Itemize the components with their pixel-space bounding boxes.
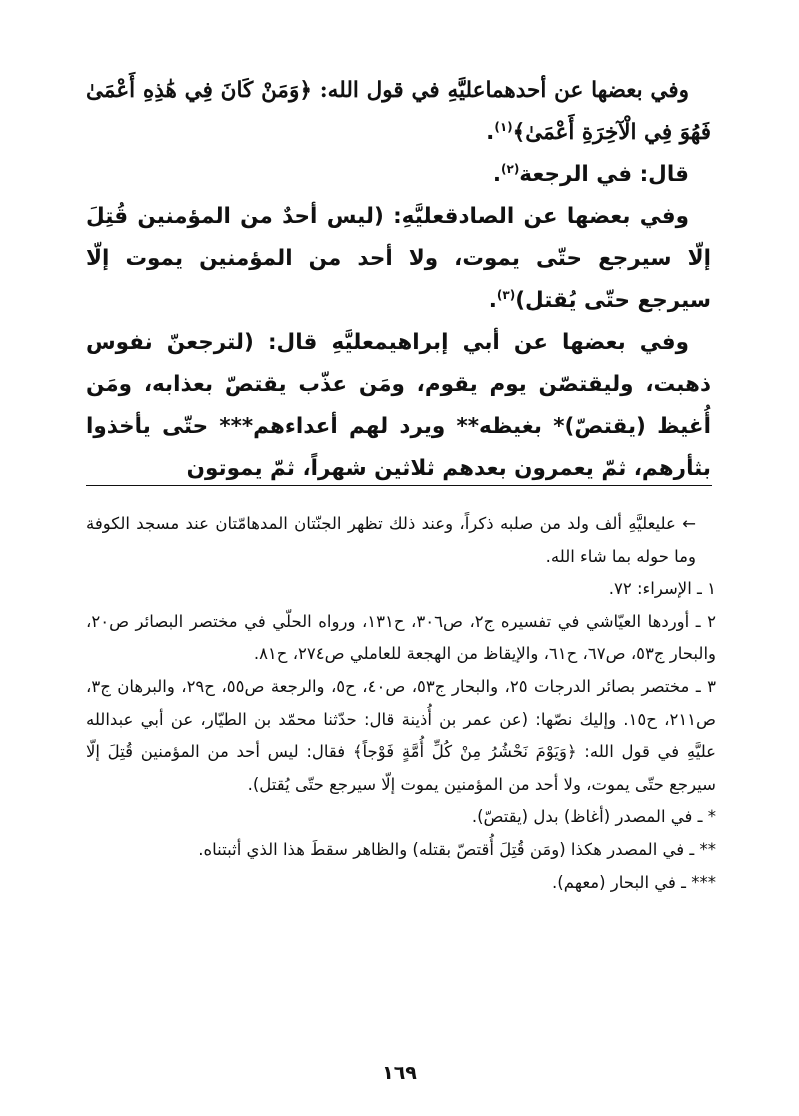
footnote-star-3: *** ـ في البحار (معهم). <box>552 872 716 892</box>
paragraph <box>86 322 711 490</box>
footnote-continuation: ← عليعليَّهِ ألف ولد من صلبه ذكراً، وعند ذلك تظهر الجنّتان المدهامّتان عند مسجد الكوفة وما حوله بما شاء الله. <box>86 514 696 566</box>
page-number: ١٦٩ <box>382 1062 417 1084</box>
footnote-star-1: * ـ في المصدر (أغاظ) بدل (يقتصّ). <box>471 807 716 827</box>
paragraph-text: وفي بعضها عن أبي إبراهيمعليَّهِ قال: (لترجعنّ نفوس ذهبت، وليقتصّن يوم يقوم، ومَن عذّب يقتصّ بعذابه، ومَن أُغيظ (يقتصّ)* بغيظه** ويرد لهم أعداءهم*** حتّى يأخذوا بثأرهم، ثمّ يعمرون بعدهم ثلاثين شهراً، ثمّ يموتون <box>86 330 711 481</box>
footnote-2: ٢ ـ أوردها العيّاشي في تفسيره ج٢، ص٣٠٦، ح١٣١، ورواه الحلّي في مختصر البصائر ص٢٠، والبحار ج٥٣، ص٦٧، ح٦١، والإيقاظ من الهجعة للعاملي ص٢٧٤، ح٨١. <box>86 611 716 664</box>
paragraph-text: وفي بعضها عن أحدهماعليَّهِ في قول الله: ﴿وَمَنْ كَانَ فِي هَٰذِهِ أَعْمَىٰ فَهُوَ فِي الْآخِرَةِ أَعْمَىٰ﴾ <box>86 78 711 145</box>
footnote-ref[interactable]: (١) <box>494 119 513 134</box>
main-text <box>86 70 711 490</box>
footnote-separator <box>86 485 712 486</box>
footnote-star-2: ** ـ في المصدر هكذا (ومَن قُتِلَ أُقتصّ بقتله) والظاهر سقطَ هذا الذي أثبتناه. <box>198 839 716 859</box>
paragraph: وفي بعضها عن الصادقعليَّهِ: (ليس أحدٌ من المؤمنين قُتِلَ إلّا سيرجع حتّى يموت، ولا أحد من المؤمنين يموت إلّا سيرجع حتّى يُقتل)$^{(٣)}$. <box>86 204 711 313</box>
footnote-ref[interactable]: (٣) <box>496 287 516 302</box>
footnotes <box>86 508 716 899</box>
paragraph: وفي بعضها عن أحدهماعليَّهِ في قول الله: ﴿وَمَنْ كَانَ فِي هَٰذِهِ أَعْمَىٰ فَهُوَ فِي الْآخِرَةِ أَعْمَىٰ﴾$^{(١)}$. <box>86 78 711 145</box>
footnote-ref[interactable]: (٢) <box>501 161 520 176</box>
footnote-3: ٣ ـ مختصر بصائر الدرجات ٢٥، والبحار ج٥٣، ص٤٠، ح٥، والرجعة ص٥٥، ح٢٩، والبرهان ج٣، ص٢١١، ح١٥. وإليك نصّها: (عن عمر بن أُذينة قال: حدّثنا محمّد بن الطيّار، عن أبي عبدالله عليَّهِ في قول الله: ﴿وَيَوْمَ نَحْشُرُ مِنْ كُلِّ أُمَّةٍ فَوْجاً﴾ فقال: ليس أحد من المؤمنين قُتِلَ إلّا سيرجع حتّى يموت، ولا أحد من المؤمنين يموت إلّا سيرجع حتّى يُقتل). <box>86 676 716 794</box>
paragraph-text: وفي بعضها عن الصادقعليَّهِ: (ليس أحدٌ من المؤمنين قُتِلَ إلّا سيرجع حتّى يموت، ولا أحد من المؤمنين يموت إلّا سيرجع حتّى يُقتل) <box>86 204 711 313</box>
footnote-1: ١ ـ الإسراء: ٧٢. <box>608 579 716 599</box>
paragraph: قال: في الرجعة$^{(٢)}$. <box>492 161 689 187</box>
paragraph-text: قال: في الرجعة <box>519 162 689 187</box>
